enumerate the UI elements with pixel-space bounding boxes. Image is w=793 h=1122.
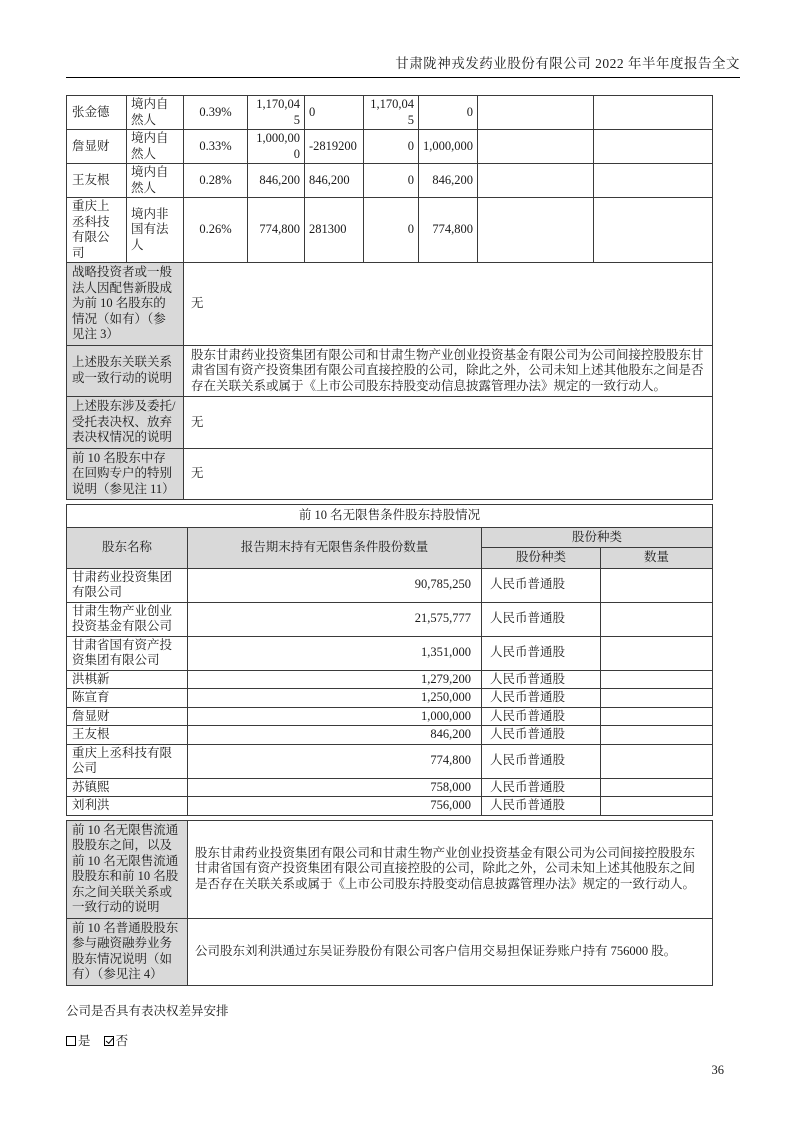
- shares-cell: 846,200: [188, 726, 482, 745]
- shares-cell: 1,250,000: [188, 689, 482, 708]
- share-class-cell: 人民币普通股: [482, 670, 601, 689]
- restricted-shares-cell: 0: [364, 130, 419, 164]
- quantity-cell: [601, 726, 713, 745]
- note-label: 上述股东涉及委托/受托表决权、放弃表决权情况的说明: [67, 397, 184, 449]
- table-title-row: [67, 505, 713, 528]
- col-header-share-class-group: 股份种类: [482, 527, 713, 548]
- shares-cell: 758,000: [188, 778, 482, 797]
- table-header-row: [67, 527, 713, 548]
- shareholder-name-cell: 刘利洪: [67, 797, 188, 816]
- vote-option-yes: [66, 1034, 91, 1048]
- table-row: [67, 744, 713, 778]
- shares-cell: 756,000: [188, 797, 482, 816]
- shares-cell: 21,575,777: [188, 602, 482, 636]
- share-class-cell: 人民币普通股: [482, 726, 601, 745]
- unrestricted-shareholders-table: [66, 504, 713, 816]
- shareholder-name-cell: 甘肃省国有资产投资集团有限公司: [67, 636, 188, 670]
- unrestricted-shares-cell: 0: [419, 96, 478, 130]
- page-number: 36: [711, 1063, 724, 1077]
- note-row: [67, 820, 713, 918]
- unrestricted-shares-cell: 1,000,000: [419, 130, 478, 164]
- note-label: 上述股东关联关系或一致行动的说明: [67, 345, 184, 397]
- shares-held-cell: 774,800: [248, 198, 305, 263]
- col-header-share-class: 股份种类: [482, 548, 601, 569]
- vote-question-text: 公司是否具有表决权差异安排: [66, 1003, 229, 1018]
- unrestricted-shares-cell: 774,800: [419, 198, 478, 263]
- quantity-cell: [601, 707, 713, 726]
- col-header-quantity: 数量: [601, 548, 713, 569]
- shareholder-name-cell: 甘肃药业投资集团有限公司: [67, 568, 188, 602]
- restricted-shares-cell: 0: [364, 164, 419, 198]
- shares-cell: 1,000,000: [188, 707, 482, 726]
- note-label: 前 10 名普通股股东参与融资融券业务股东情况说明（如有）（参见注 4）: [67, 918, 188, 985]
- share-class-cell: 人民币普通股: [482, 568, 601, 602]
- share-class-cell: 人民币普通股: [482, 744, 601, 778]
- vote-option-no: [104, 1034, 129, 1048]
- share-class-cell: 人民币普通股: [482, 689, 601, 708]
- note-row: [67, 448, 713, 500]
- table-row: [67, 707, 713, 726]
- quantity-cell: [601, 568, 713, 602]
- holder-type-cell: 境内非国有法人: [127, 198, 184, 263]
- table-row: [67, 689, 713, 708]
- shares-cell: 774,800: [188, 744, 482, 778]
- col-header-unrestricted-shares: 报告期末持有无限售条件股份数量: [188, 527, 482, 568]
- holder-type-cell: 境内自然人: [127, 164, 184, 198]
- table-row: [67, 198, 713, 263]
- note-content: 股东甘肃药业投资集团有限公司和甘肃生物产业创业投资基金有限公司为公司间接控股股东甘肃省国有资产投资集团有限公司直接控股的公司，除此之外，公司未知上述其他股东之间是否存在关联关系或属于《上市公司股东持股变动信息披露管理办法》规定的一致行动人。: [184, 345, 713, 397]
- change-cell: 846,200: [305, 164, 364, 198]
- holder-type-cell: 境内自然人: [127, 96, 184, 130]
- quantity-cell: [601, 670, 713, 689]
- checkbox-yes-icon: [66, 1036, 76, 1046]
- unrestricted-notes-table: [66, 820, 713, 986]
- table-row: [67, 602, 713, 636]
- change-cell: -2819200: [305, 130, 364, 164]
- table-row: [67, 96, 713, 130]
- quantity-cell: [601, 797, 713, 816]
- shareholder-name-cell: 王友根: [67, 726, 188, 745]
- pledge-qty-cell: [594, 198, 713, 263]
- note-content: 无: [184, 263, 713, 346]
- page-content: [66, 52, 740, 1049]
- note-content: 无: [184, 448, 713, 500]
- holding-pct-cell: 0.39%: [184, 96, 248, 130]
- restricted-shares-cell: 0: [364, 198, 419, 263]
- holding-pct-cell: 0.33%: [184, 130, 248, 164]
- shareholder-name-cell: 洪棋新: [67, 670, 188, 689]
- share-class-cell: 人民币普通股: [482, 707, 601, 726]
- shares-held-cell: 1,170,045: [248, 96, 305, 130]
- unrestricted-shares-cell: 846,200: [419, 164, 478, 198]
- share-class-cell: 人民币普通股: [482, 778, 601, 797]
- vote-option-yes-label: 是: [78, 1033, 91, 1048]
- shareholder-name-cell: 苏镇熙: [67, 778, 188, 797]
- share-class-cell: 人民币普通股: [482, 602, 601, 636]
- pledge-qty-cell: [594, 164, 713, 198]
- shares-cell: 1,279,200: [188, 670, 482, 689]
- note-row: [67, 263, 713, 346]
- table-title: 前 10 名无限售条件股东持股情况: [67, 505, 713, 528]
- table-row: [67, 130, 713, 164]
- table-row: [67, 568, 713, 602]
- shares-cell: 1,351,000: [188, 636, 482, 670]
- shareholder-name-cell: 陈宣育: [67, 689, 188, 708]
- shares-held-cell: 1,000,000: [248, 130, 305, 164]
- pledge-status-cell: [478, 164, 594, 198]
- quantity-cell: [601, 778, 713, 797]
- table-row: [67, 726, 713, 745]
- table-row: [67, 636, 713, 670]
- note-content: 公司股东刘利洪通过东吴证券股份有限公司客户信用交易担保证券账户持有 756000 股。: [188, 918, 713, 985]
- shareholder-name-cell: 詹显财: [67, 707, 188, 726]
- shareholder-name-cell: 重庆上丞科技有限公司: [67, 198, 127, 263]
- holding-pct-cell: 0.28%: [184, 164, 248, 198]
- note-row: [67, 918, 713, 985]
- note-row: [67, 345, 713, 397]
- change-cell: 0: [305, 96, 364, 130]
- shareholder-name-cell: 重庆上丞科技有限公司: [67, 744, 188, 778]
- restricted-shares-cell: 1,170,045: [364, 96, 419, 130]
- shares-held-cell: 846,200: [248, 164, 305, 198]
- share-class-cell: 人民币普通股: [482, 797, 601, 816]
- pledge-qty-cell: [594, 130, 713, 164]
- note-label: 战略投资者或一般法人因配售新股成为前 10 名股东的情况（如有）（参见注 3）: [67, 263, 184, 346]
- col-header-shareholder-name: 股东名称: [67, 527, 188, 568]
- quantity-cell: [601, 602, 713, 636]
- checkbox-no-icon: [104, 1036, 114, 1046]
- vote-option-no-label: 否: [115, 1033, 129, 1048]
- note-content: 无: [184, 397, 713, 449]
- note-content: 股东甘肃药业投资集团有限公司和甘肃生物产业创业投资基金有限公司为公司间接控股股东甘肃省国有资产投资集团有限公司直接控股的公司，除此之外，公司未知上述其他股东之间是否存在关联关系或属于《上市公司股东持股变动信息披露管理办法》规定的一致行动人。: [188, 820, 713, 918]
- note-row: [67, 397, 713, 449]
- note-label: 前 10 名无限售流通股股东之间，以及前 10 名无限售流通股股东和前 10 名股东之间关联关系或一致行动的说明: [67, 820, 188, 918]
- table-row: [67, 164, 713, 198]
- table-row: [67, 797, 713, 816]
- pledge-status-cell: [478, 130, 594, 164]
- holding-pct-cell: 0.26%: [184, 198, 248, 263]
- shareholder-name-cell: 甘肃生物产业创业投资基金有限公司: [67, 602, 188, 636]
- voting-rights-section: [66, 1001, 740, 1049]
- table-row: [67, 778, 713, 797]
- quantity-cell: [601, 636, 713, 670]
- shareholder-name-cell: 张金德: [67, 96, 127, 130]
- pledge-status-cell: [478, 198, 594, 263]
- quantity-cell: [601, 744, 713, 778]
- change-cell: 281300: [305, 198, 364, 263]
- holder-type-cell: 境内自然人: [127, 130, 184, 164]
- shares-cell: 90,785,250: [188, 568, 482, 602]
- shareholder-name-cell: 王友根: [67, 164, 127, 198]
- pledge-status-cell: [478, 96, 594, 130]
- top-shareholders-table: [66, 95, 713, 500]
- table-row: [67, 670, 713, 689]
- quantity-cell: [601, 689, 713, 708]
- shareholder-name-cell: 詹显财: [67, 130, 127, 164]
- pledge-qty-cell: [594, 96, 713, 130]
- page-header-title: 甘肃陇神戎发药业股份有限公司 2022 年半年度报告全文: [66, 52, 740, 78]
- share-class-cell: 人民币普通股: [482, 636, 601, 670]
- note-label: 前 10 名股东中存在回购专户的特别说明（参见注 11）: [67, 448, 184, 500]
- vote-options: [66, 1031, 740, 1049]
